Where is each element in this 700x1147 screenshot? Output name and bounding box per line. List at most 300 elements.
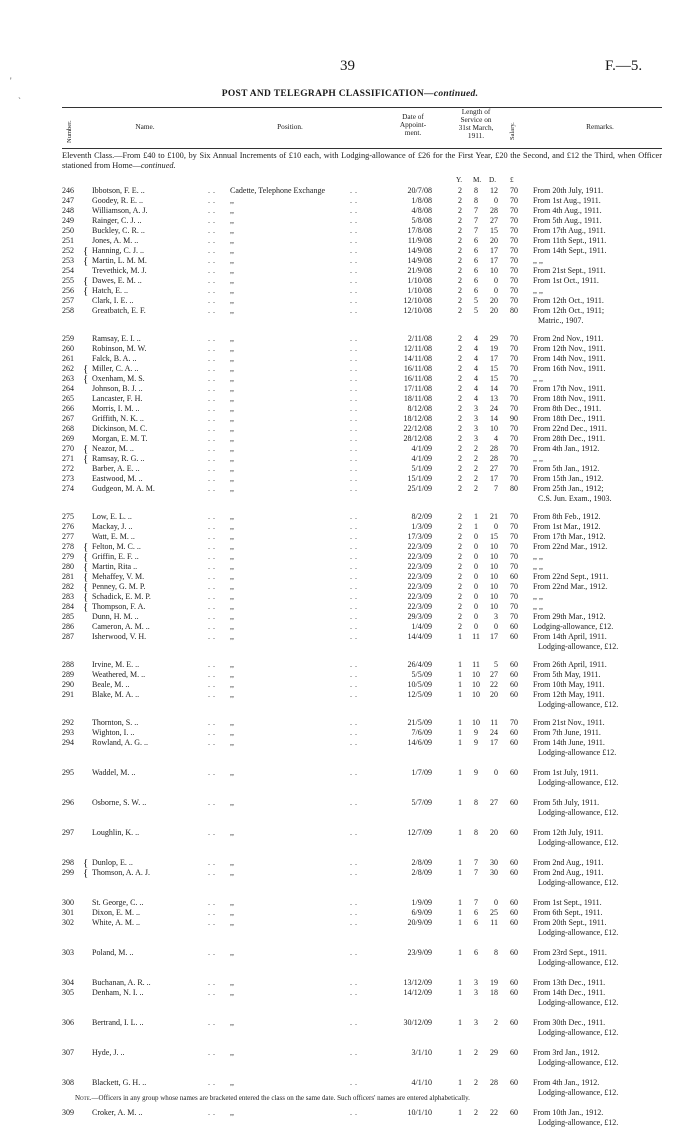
bracket: { (83, 255, 89, 267)
salary: 70 (510, 384, 518, 393)
salary: 70 (510, 444, 518, 453)
service-months: 6 (474, 948, 478, 957)
salary: 70 (510, 542, 518, 551)
appointment-date: 12/10/08 (403, 306, 432, 315)
appointment-date: 12/7/09 (407, 828, 432, 837)
officer-name: Dickinson, M. C. (92, 424, 148, 433)
service-years: 2 (458, 444, 462, 453)
service-days: 10 (490, 592, 498, 601)
officer-name: Greatbatch, E. F. (92, 306, 146, 315)
officer-name: Griffith, N. K. .. (92, 414, 144, 423)
service-days: 0 (494, 286, 498, 295)
page-number: 39 (340, 58, 355, 74)
leader-dots: .. (208, 670, 218, 679)
salary: 60 (510, 918, 518, 927)
position: ,, (230, 256, 234, 265)
service-days: 20 (490, 236, 498, 245)
leader-dots: .. (208, 532, 218, 541)
service-days: 20 (490, 306, 498, 315)
service-years: 2 (458, 474, 462, 483)
table-row (0, 1108, 700, 1118)
service-months: 0 (474, 622, 478, 631)
leader-dots: .. (350, 454, 360, 463)
table-row (0, 728, 700, 738)
salary: 70 (510, 354, 518, 363)
table-row (0, 680, 700, 690)
row-number: 267 (62, 414, 74, 423)
salary: 70 (510, 532, 518, 541)
service-days: 10 (490, 266, 498, 275)
service-days: 20 (490, 690, 498, 699)
leader-dots: .. (350, 798, 360, 807)
row-number: 259 (62, 334, 74, 343)
leader-dots: .. (350, 660, 360, 669)
row-number: 258 (62, 306, 74, 315)
bracket: { (83, 245, 89, 257)
leader-dots: .. (208, 632, 218, 641)
service-days: 10 (490, 562, 498, 571)
table-row (0, 908, 700, 918)
position: ,, (230, 384, 234, 393)
service-months: 3 (474, 404, 478, 413)
leader-dots: .. (208, 1018, 218, 1027)
leader-dots: .. (350, 738, 360, 747)
table-row (0, 444, 700, 454)
leader-dots: .. (208, 414, 218, 423)
position: ,, (230, 988, 234, 997)
table-row (0, 918, 700, 928)
leader-dots: .. (350, 394, 360, 403)
remarks: From 22nd Mar., 1912. (533, 582, 608, 591)
row-number: 295 (62, 768, 74, 777)
appointment-date: 7/6/09 (411, 728, 432, 737)
header-date-line3: ment. (404, 128, 422, 137)
officer-name: Penney, G. M. P. (92, 582, 146, 591)
page-reference: F.—5. (605, 58, 643, 74)
service-years: 2 (458, 582, 462, 591)
row-number: 255 (62, 276, 74, 285)
service-years: 2 (458, 612, 462, 621)
table-row (0, 364, 700, 374)
position: ,, (230, 276, 234, 285)
service-days: 27 (490, 464, 498, 473)
service-years: 2 (458, 216, 462, 225)
remarks: From 14th Sept., 1911. (533, 246, 607, 255)
officer-name: Dunlop, E. .. (92, 858, 133, 867)
service-days: 18 (490, 988, 498, 997)
officer-name: Griffin, E. F. .. (92, 552, 139, 561)
service-days: 29 (490, 1048, 498, 1057)
service-days: 4 (494, 434, 498, 443)
row-number: 287 (62, 632, 74, 641)
leader-dots: .. (208, 196, 218, 205)
appointment-date: 17/3/09 (407, 532, 432, 541)
row-number: 261 (62, 354, 74, 363)
table-row (0, 670, 700, 680)
position: ,, (230, 344, 234, 353)
remarks: From 17th Nov., 1911. (533, 384, 606, 393)
service-months: 2 (474, 444, 478, 453)
appointment-date: 8/2/09 (411, 512, 432, 521)
position: ,, (230, 582, 234, 591)
service-months: 2 (474, 474, 478, 483)
service-months: 9 (474, 768, 478, 777)
service-years: 1 (458, 1078, 462, 1087)
leader-dots: .. (208, 602, 218, 611)
salary: 60 (510, 1108, 518, 1117)
table-row (0, 632, 700, 642)
table-row (0, 512, 700, 522)
leader-dots: .. (208, 296, 218, 305)
leader-dots: .. (350, 632, 360, 641)
appointment-date: 1/8/08 (411, 196, 432, 205)
remarks-continuation: Lodging-allowance £12. (538, 748, 617, 757)
remarks: From 1st Aug., 1911. (533, 196, 601, 205)
appointment-date: 18/11/08 (403, 394, 432, 403)
remarks-continuation: Lodging-allowance, £12. (538, 1118, 619, 1127)
remarks: From 29th Mar., 1912. (533, 612, 606, 621)
service-years: 2 (458, 306, 462, 315)
table-row (0, 394, 700, 404)
service-years: 1 (458, 670, 462, 679)
table-row (0, 738, 700, 748)
service-months: 10 (472, 690, 480, 699)
leader-dots: .. (208, 226, 218, 235)
officer-name: Weathered, M. .. (92, 670, 146, 679)
service-years: 2 (458, 532, 462, 541)
header-remarks-label: Remarks. (586, 122, 614, 131)
salary: 60 (510, 1018, 518, 1027)
bracket: { (83, 857, 89, 869)
row-number: 249 (62, 216, 74, 225)
service-months: 9 (474, 728, 478, 737)
leader-dots: .. (208, 582, 218, 591)
officer-name: Poland, M. .. (92, 948, 134, 957)
service-years: 2 (458, 256, 462, 265)
officer-name: Buchanan, A. R. .. (92, 978, 151, 987)
service-days: 11 (490, 718, 498, 727)
row-number: 252 (62, 246, 74, 255)
position: ,, (230, 602, 234, 611)
remarks: From 12th Oct., 1911; (533, 306, 605, 315)
leader-dots: .. (350, 266, 360, 275)
leader-dots: .. (208, 354, 218, 363)
position: ,, (230, 414, 234, 423)
leader-dots: .. (350, 592, 360, 601)
service-months: 6 (474, 266, 478, 275)
appointment-date: 18/12/08 (403, 414, 432, 423)
leader-dots: .. (208, 660, 218, 669)
appointment-date: 5/1/09 (411, 464, 432, 473)
remarks-continuation: Lodging-allowance, £12. (538, 1058, 619, 1067)
appointment-date: 1/4/09 (411, 622, 432, 631)
service-months: 10 (472, 680, 480, 689)
service-days: 17 (490, 738, 498, 747)
table-row (0, 532, 700, 542)
appointment-date: 6/9/09 (411, 908, 432, 917)
service-months: 2 (474, 1048, 478, 1057)
salary: 70 (510, 404, 518, 413)
position: ,, (230, 354, 234, 363)
leader-dots: .. (208, 404, 218, 413)
position: ,, (230, 196, 234, 205)
service-months: 0 (474, 532, 478, 541)
leader-dots: .. (208, 592, 218, 601)
leader-dots: .. (208, 522, 218, 531)
position: ,, (230, 978, 234, 987)
row-number: 247 (62, 196, 74, 205)
service-months: 6 (474, 918, 478, 927)
service-days: 28 (490, 206, 498, 215)
remarks-continuation: Lodging-allowance, £12. (538, 958, 619, 967)
position: ,, (230, 266, 234, 275)
leader-dots: .. (208, 798, 218, 807)
salary: 70 (510, 276, 518, 285)
service-months: 6 (474, 908, 478, 917)
officer-name: Low, E. L. .. (92, 512, 132, 521)
leader-dots: .. (350, 1048, 360, 1057)
row-number: 275 (62, 512, 74, 521)
leader-dots: .. (350, 768, 360, 777)
row-number: 297 (62, 828, 74, 837)
leader-dots: .. (208, 898, 218, 907)
officer-name: Schadick, E. M. P. (92, 592, 151, 601)
service-years: 2 (458, 266, 462, 275)
officer-name: Ramsay, R. G. .. (92, 454, 145, 463)
leader-dots: .. (350, 728, 360, 737)
table-row (0, 1078, 700, 1088)
row-number: 250 (62, 226, 74, 235)
appointment-date: 16/11/08 (403, 364, 432, 373)
appointment-date: 14/6/09 (407, 738, 432, 747)
leader-dots: .. (350, 948, 360, 957)
leader-dots: .. (350, 186, 360, 195)
remarks-continuation: Lodging-allowance, £12. (538, 1088, 619, 1097)
row-number: 280 (62, 562, 74, 571)
service-months: 0 (474, 592, 478, 601)
leader-dots: .. (208, 680, 218, 689)
officer-name: Wighton, I. .. (92, 728, 135, 737)
row-number: 262 (62, 364, 74, 373)
officer-name: Gudgeon, M. A. M. (92, 484, 155, 493)
service-days: 17 (490, 256, 498, 265)
remarks: From 5th Jan., 1912. (533, 464, 600, 473)
officer-name: Ramsay, E. I. .. (92, 334, 141, 343)
service-years: 2 (458, 206, 462, 215)
appointment-date: 12/10/08 (403, 296, 432, 305)
service-months: 6 (474, 256, 478, 265)
salary: 60 (510, 632, 518, 641)
officer-name: St. George, C. .. (92, 898, 144, 907)
service-months: 4 (474, 374, 478, 383)
appointment-date: 23/9/09 (407, 948, 432, 957)
salary: 60 (510, 622, 518, 631)
row-number: 282 (62, 582, 74, 591)
position: ,, (230, 206, 234, 215)
table-row (0, 246, 700, 256)
class-description-text: Eleventh Class.—From £40 to £100, by Six Annual Increments of £10 each, with Lodging-allowance of £26 for the First Year, £20 the Second, and £12 the Third, when Officer stationed from Home— (62, 151, 662, 170)
table-row (0, 602, 700, 612)
officer-name: Rainger, C. J. .. (92, 216, 142, 225)
remarks-continuation: Lodging-allowance, £12. (538, 642, 619, 651)
position: ,, (230, 424, 234, 433)
appointment-date: 28/12/08 (403, 434, 432, 443)
appointment-date: 4/1/10 (411, 1078, 432, 1087)
service-days: 5 (494, 660, 498, 669)
officer-name: Osborne, S. W. .. (92, 798, 147, 807)
service-months: 0 (474, 602, 478, 611)
position: ,, (230, 484, 234, 493)
service-months: 8 (474, 186, 478, 195)
row-number: 265 (62, 394, 74, 403)
row-number: 305 (62, 988, 74, 997)
salary: 70 (510, 286, 518, 295)
service-years: 2 (458, 562, 462, 571)
remarks: From 26th April, 1911. (533, 660, 607, 669)
header-date (388, 113, 438, 151)
table-row (0, 798, 700, 808)
appointment-date: 1/7/09 (411, 768, 432, 777)
position: ,, (230, 592, 234, 601)
salary: 70 (510, 612, 518, 621)
document-title (0, 89, 700, 99)
officer-name: Robinson, M. W. (92, 344, 147, 353)
service-days: 20 (490, 296, 498, 305)
table-row (0, 988, 700, 998)
remarks: From 21st Sept., 1911. (533, 266, 606, 275)
table-row (0, 266, 700, 276)
row-number: 307 (62, 1048, 74, 1057)
table-row (0, 660, 700, 670)
remarks-continuation: Lodging-allowance, £12. (538, 808, 619, 817)
row-number: 266 (62, 404, 74, 413)
appointment-date: 17/8/08 (407, 226, 432, 235)
row-number: 288 (62, 660, 74, 669)
leader-dots: .. (208, 206, 218, 215)
service-months: 1 (474, 512, 478, 521)
service-months: 6 (474, 286, 478, 295)
table-row (0, 898, 700, 908)
service-years: 1 (458, 1048, 462, 1057)
row-number: 256 (62, 286, 74, 295)
service-years: 2 (458, 334, 462, 343)
remarks-continuation: Lodging-allowance, £12. (538, 838, 619, 847)
service-months: 5 (474, 306, 478, 315)
leader-dots: .. (208, 828, 218, 837)
service-months: 8 (474, 798, 478, 807)
position: ,, (230, 512, 234, 521)
leader-dots: .. (350, 572, 360, 581)
remarks-continuation: Matric., 1907. (538, 316, 584, 325)
table-row (0, 562, 700, 572)
position: ,, (230, 364, 234, 373)
position: ,, (230, 374, 234, 383)
service-months: 0 (474, 582, 478, 591)
remarks: From 10th May, 1911. (533, 680, 605, 689)
title-text: POST AND TELEGRAPH CLASSIFICATION— (221, 89, 434, 99)
service-days: 17 (490, 632, 498, 641)
salary: 70 (510, 474, 518, 483)
appointment-date: 22/3/09 (407, 602, 432, 611)
salary: 90 (510, 414, 518, 423)
service-years: 2 (458, 276, 462, 285)
service-months: 8 (474, 196, 478, 205)
officer-name: Jones, A. M. .. (92, 236, 139, 245)
officer-name: Buckley, C. R. .. (92, 226, 145, 235)
row-number: 268 (62, 424, 74, 433)
officer-name: Eastwood, M. .. (92, 474, 143, 483)
table-row (0, 334, 700, 344)
remarks: From 5th May, 1911. (533, 670, 601, 679)
margin-mark: ` (18, 96, 21, 106)
service-years: 1 (458, 718, 462, 727)
service-years: 1 (458, 798, 462, 807)
service-days: 0 (494, 522, 498, 531)
remarks: From 5th Aug., 1911. (533, 216, 602, 225)
leader-dots: .. (350, 898, 360, 907)
row-number: 294 (62, 738, 74, 747)
salary: 60 (510, 738, 518, 747)
officer-name: Mackay, J. .. (92, 522, 133, 531)
position: ,, (230, 404, 234, 413)
table-row (0, 858, 700, 868)
position: ,, (230, 622, 234, 631)
position: ,, (230, 632, 234, 641)
service-months: 7 (474, 868, 478, 877)
header-service-line4: 1911. (467, 131, 485, 140)
leader-dots: .. (208, 768, 218, 777)
row-number: 254 (62, 266, 74, 275)
appointment-date: 30/12/09 (403, 1018, 432, 1027)
service-months: 7 (474, 898, 478, 907)
remarks: From 25th Jan., 1912; (533, 484, 604, 493)
table-row (0, 1048, 700, 1058)
table-row (0, 542, 700, 552)
service-months: 0 (474, 612, 478, 621)
officer-name: Williamson, A. J. (92, 206, 148, 215)
leader-dots: .. (208, 484, 218, 493)
service-months: 9 (474, 738, 478, 747)
header-salary: Salary. (509, 122, 516, 140)
position: ,, (230, 454, 234, 463)
service-months: 5 (474, 296, 478, 305)
salary: 70 (510, 552, 518, 561)
leader-dots: .. (350, 374, 360, 383)
salary: 60 (510, 690, 518, 699)
salary: 70 (510, 512, 518, 521)
salary: 70 (510, 196, 518, 205)
service-days: 27 (490, 216, 498, 225)
position: ,, (230, 464, 234, 473)
row-number: 260 (62, 344, 74, 353)
service-days: 14 (490, 414, 498, 423)
remarks: From 20th Sept., 1911. (533, 918, 607, 927)
appointment-date: 20/9/09 (407, 918, 432, 927)
remarks: From 7th June, 1911. (533, 728, 601, 737)
officer-name: Martin, L. M. M. (92, 256, 147, 265)
salary: 70 (510, 296, 518, 305)
bracket: { (83, 275, 89, 287)
service-years: 1 (458, 988, 462, 997)
leader-dots: .. (208, 306, 218, 315)
appointment-date: 14/9/08 (407, 256, 432, 265)
appointment-date: 1/3/09 (411, 522, 432, 531)
leader-dots: .. (350, 612, 360, 621)
service-years: 2 (458, 622, 462, 631)
leader-dots: .. (208, 216, 218, 225)
remarks: From 2nd Aug., 1911. (533, 868, 604, 877)
service-days: 3 (494, 612, 498, 621)
